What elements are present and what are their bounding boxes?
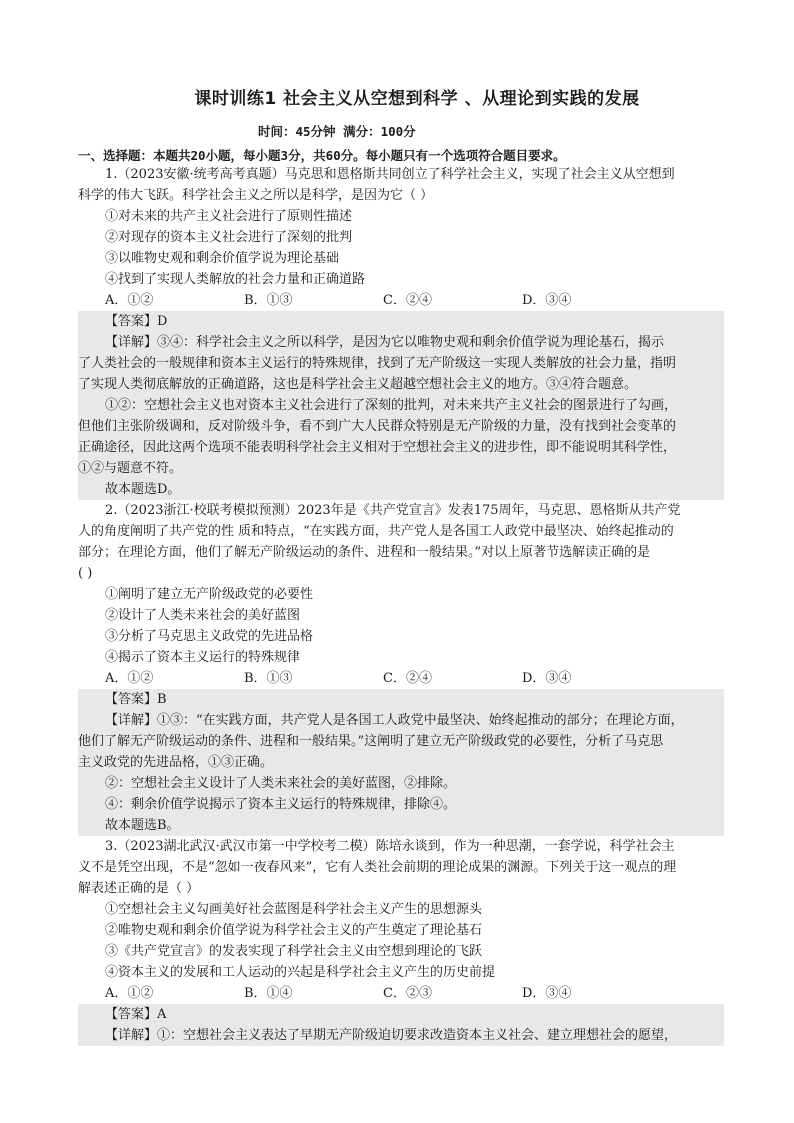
page-title: 课时训练1 社会主义从空想到科学 、从理论到实践的发展	[194, 89, 640, 109]
explanation: 了实现人类彻底解放的正确道路，这也是科学社会主义超越空想社会主义的地方。③④符合题意。	[78, 374, 724, 395]
question-stem: 部分；在理论方面，他们了解无产阶级运动的条件、进程和一般结果。”对以上原著节选解读正确的是	[78, 545, 651, 560]
answer-options	[78, 983, 724, 1004]
answer-key: 【答案】D	[78, 311, 724, 332]
question-stem: 解表述正确的是（ ）	[78, 881, 200, 896]
question-stem: 人的角度阐明了共产党的性 质和特点，“在实践方面，共产党人是各国工人政党中最坚决、始终起推动的	[78, 524, 674, 539]
question-stem: 科学的伟大飞跃。科学社会主义之所以是科学，是因为它（ ）	[78, 188, 434, 203]
statement: ①空想社会主义勾画美好社会蓝图是科学社会主义产生的思想源头	[105, 902, 483, 917]
question-list	[78, 164, 724, 1046]
statement: ②唯物史观和剩余价值学说为科学社会主义的产生奠定了理论基石	[105, 923, 483, 938]
explanation: 【详解】③④：科学社会主义之所以科学，是因为它以唯物史观和剩余价值学说为理论基石，揭示	[78, 332, 724, 353]
explanation: 正确途径，因此这两个选项不能表明科学社会主义相对于空想社会主义的进步性，即不能说明其科学性，	[78, 437, 724, 458]
exam-info: 时间：45分钟 满分：100分	[258, 124, 416, 139]
section-heading: 一、选择题：本题共20小题，每小题3分，共60分。每小题只有一个选项符合题目要求。	[78, 148, 566, 163]
answer-key: 【答案】A	[78, 1004, 724, 1025]
statement: ②设计了人类未来社会的美好蓝图	[105, 608, 301, 623]
question-1	[78, 164, 724, 500]
explanation: 【详解】①③：“在实践方面，共产党人是各国工人政党中最坚决、始终起推动的部分；在理论方面，	[78, 710, 724, 731]
conclusion: 故本题选B。	[78, 815, 724, 836]
option-c: C．②④	[383, 671, 432, 686]
conclusion: 故本题选D。	[78, 479, 724, 500]
question-stem: ( )	[78, 566, 93, 581]
explanation: 但他们主张阶级调和，反对阶级斗争，看不到广大人民群众特别是无产阶级的力量，没有找到社会变革的	[78, 416, 724, 437]
explanation: 【详解】①：空想社会主义表达了早期无产阶级迫切要求改造资本主义社会、建立理想社会的愿望，	[78, 1025, 724, 1046]
question-2	[78, 500, 724, 836]
statement: ④资本主义的发展和工人运动的兴起是科学社会主义产生的历史前提	[105, 965, 496, 980]
option-d: D．③④	[522, 986, 572, 1001]
explanation: ②：空想社会主义设计了人类未来社会的美好蓝图，②排除。	[78, 773, 724, 794]
option-a: A．①②	[105, 986, 154, 1001]
question-stem: 2.（2023浙江·校联考模拟预测）2023年是《共产党宣言》发表175周年，马克思、恩格斯从共产党	[105, 503, 681, 518]
option-a: A．①②	[105, 293, 154, 308]
explanation: 主义政党的先进品格，①③正确。	[78, 752, 724, 773]
option-d: D．③④	[522, 293, 572, 308]
option-b: B．①④	[244, 986, 293, 1001]
statement: ③《共产党宣言》的发表实现了科学社会主义由空想到理论的飞跃	[105, 944, 483, 959]
question-stem: 3.（2023湖北武汉·武汉市第一中学校考二模）陈培永谈到，作为一种思潮，一套学说，科学社会主	[105, 839, 675, 854]
question-stem: 1.（2023安徽·统考高考真题）马克思和恩格斯共同创立了科学社会主义，实现了社会主义从空想到	[105, 167, 675, 182]
option-b: B．①③	[244, 671, 293, 686]
answer-options	[78, 290, 724, 311]
statement: ④揭示了资本主义运行的特殊规律	[105, 650, 301, 665]
answer-options	[78, 668, 724, 689]
question-3	[78, 836, 724, 1046]
statement: ①对未来的共产主义社会进行了原则性描述	[105, 209, 353, 224]
statement: ③以唯物史观和剩余价值学说为理论基础	[105, 251, 340, 266]
question-stem: 义不是凭空出现，不是“忽如一夜春风来”，它有人类社会前期的理论成果的渊源。下列关于这一观点的理	[78, 860, 677, 875]
explanation: ④：剩余价值学说揭示了资本主义运行的特殊规律，排除④。	[78, 794, 724, 815]
explanation: 他们了解无产阶级运动的条件、进程和一般结果。”这阐明了建立无产阶级政党的必要性，分析了马克思	[78, 731, 724, 752]
option-d: D．③④	[522, 671, 572, 686]
statement: ③分析了马克思主义政党的先进品格	[105, 629, 314, 644]
option-c: C．②④	[383, 293, 432, 308]
explanation: 了人类社会的一般规律和资本主义运行的特殊规律，找到了无产阶级这一实现人类解放的社会力量，指明	[78, 353, 724, 374]
statement: ②对现存的资本主义社会进行了深刻的批判	[105, 230, 353, 245]
statement: ④找到了实现人类解放的社会力量和正确道路	[105, 272, 366, 287]
statement: ①阐明了建立无产阶级政党的必要性	[105, 587, 314, 602]
explanation: ①②与题意不符。	[78, 458, 724, 479]
option-b: B．①③	[244, 293, 293, 308]
option-a: A．①②	[105, 671, 154, 686]
option-c: C．②③	[383, 986, 432, 1001]
answer-key: 【答案】B	[78, 689, 724, 710]
explanation: ①②：空想社会主义也对资本主义社会进行了深刻的批判，对未来共产主义社会的图景进行了勾画，	[78, 395, 724, 416]
